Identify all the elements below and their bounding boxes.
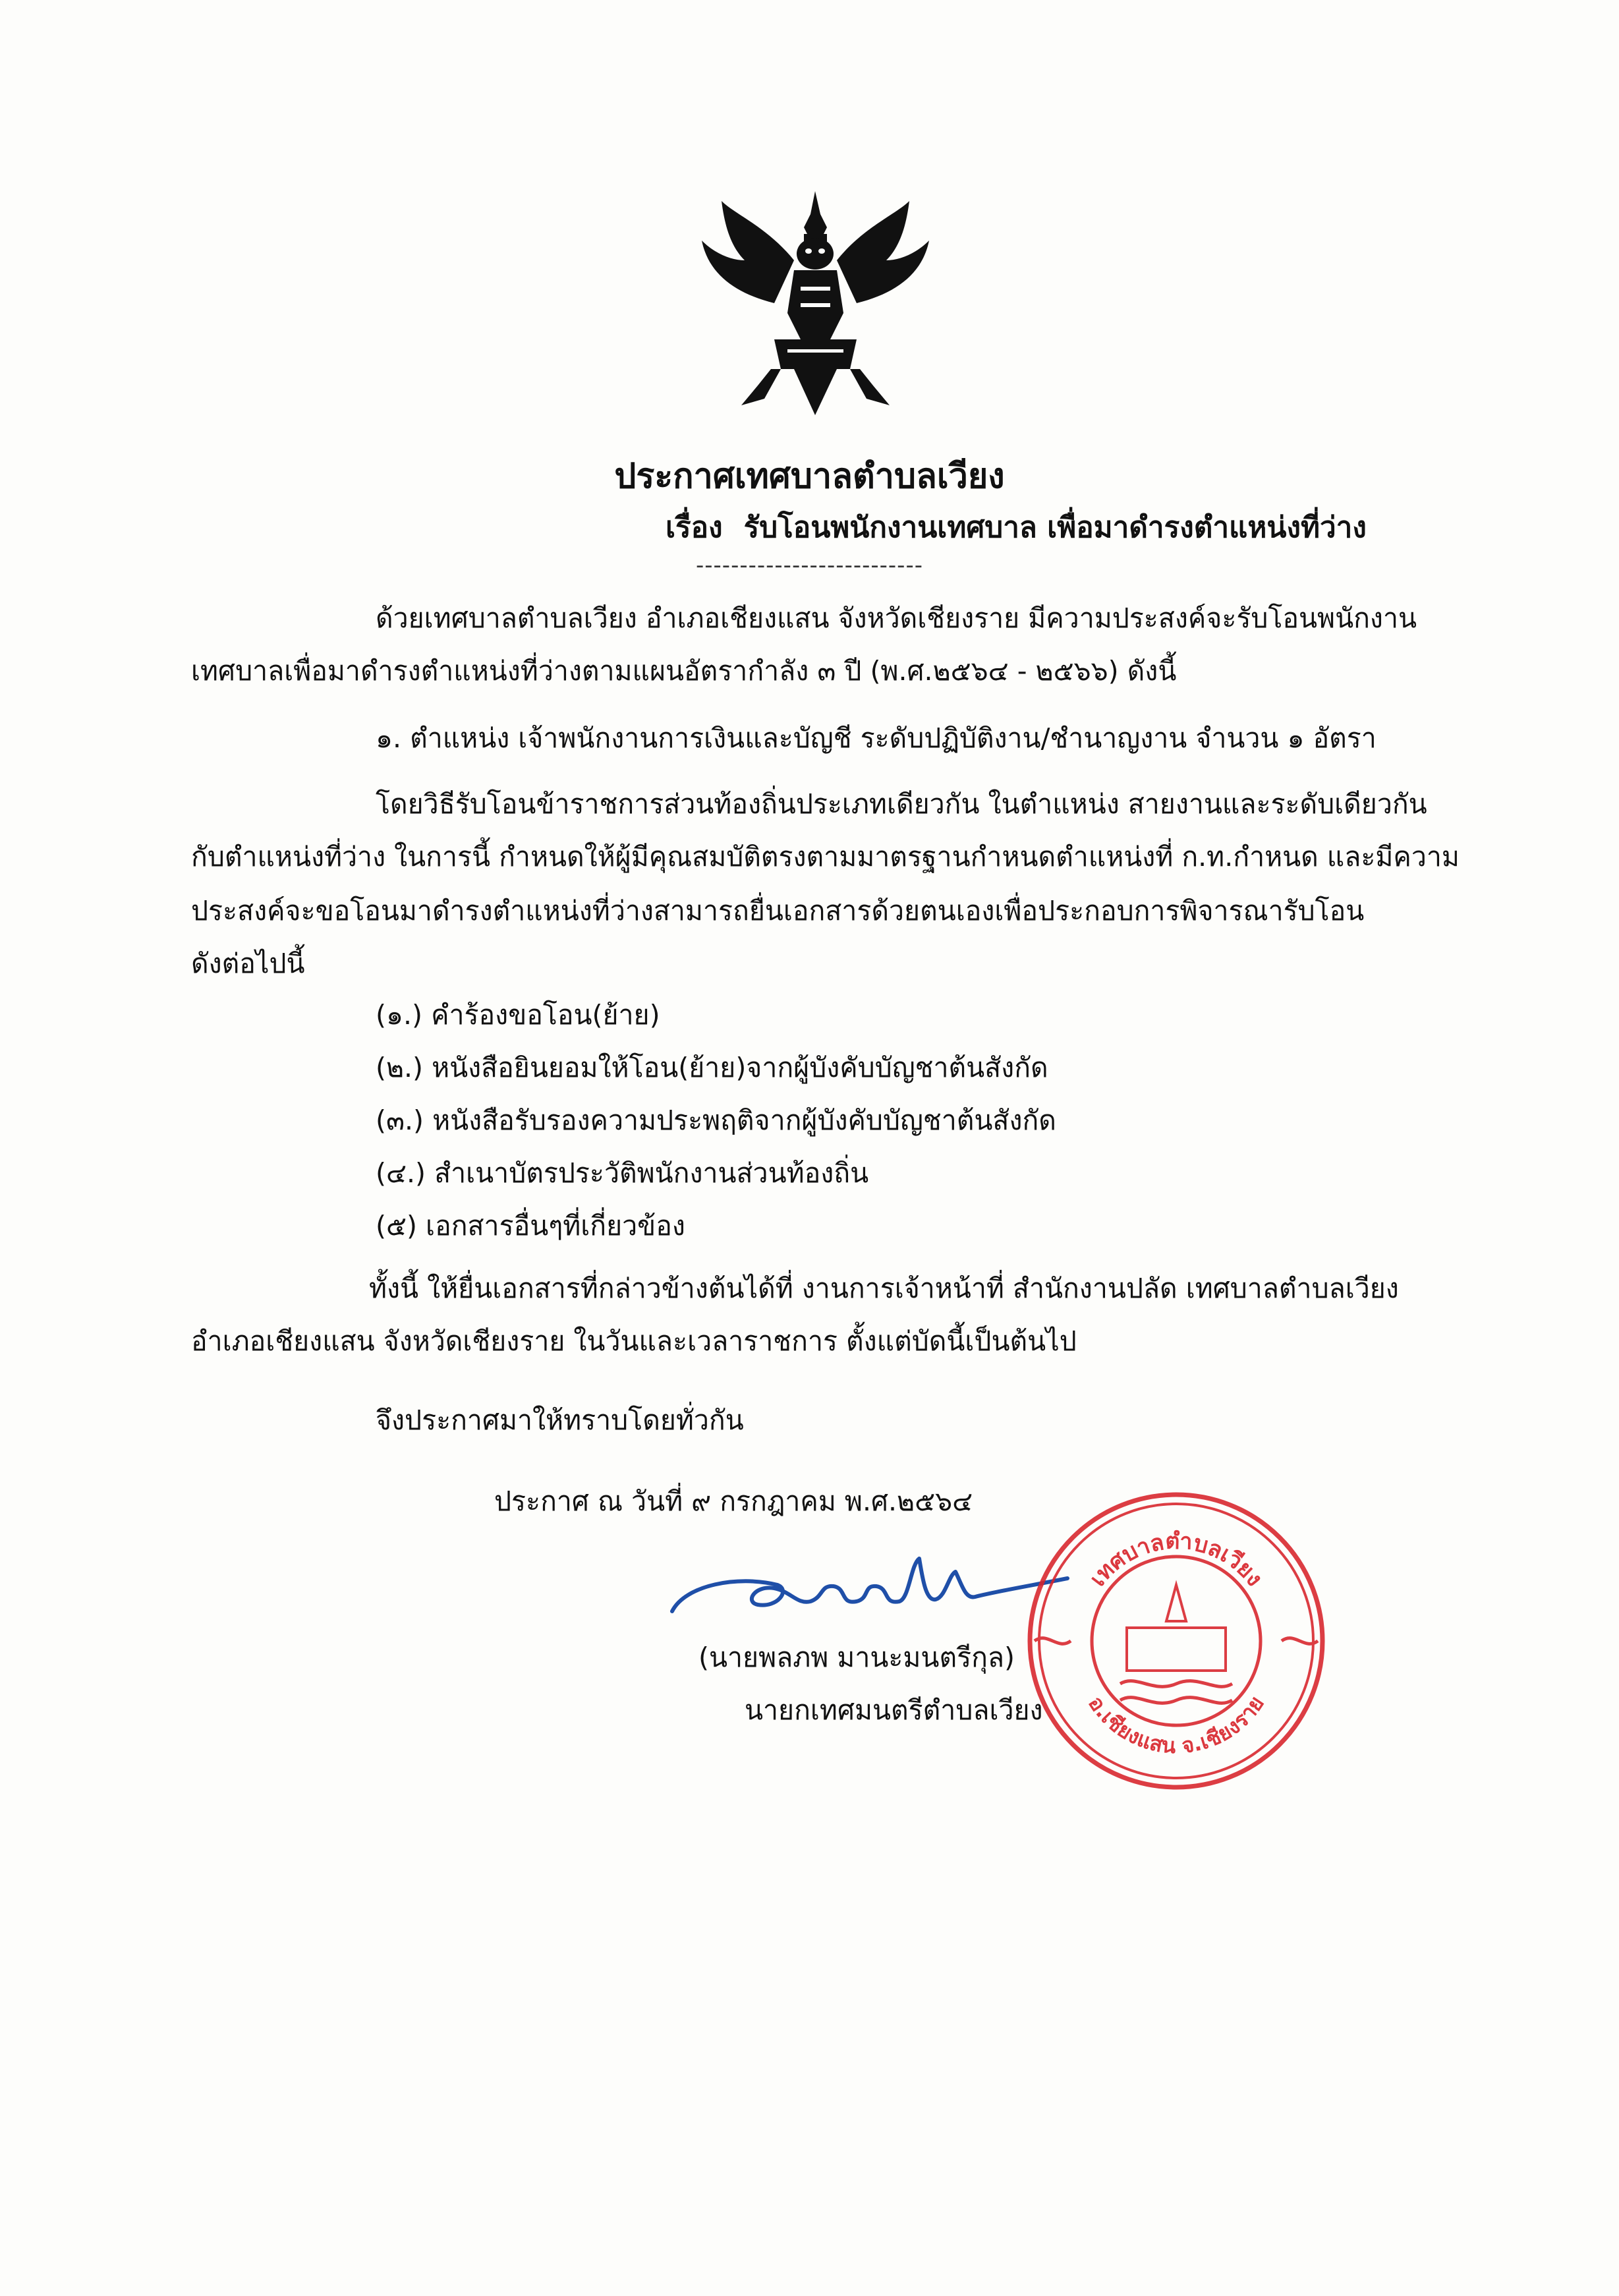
signature xyxy=(666,1539,1074,1631)
signer-position: นายกเทศมนตรีตำบลเวียง xyxy=(745,1694,1043,1726)
document-list-item: (๑.) คำร้องขอโอน(ย้าย) xyxy=(376,999,660,1031)
method-paragraph-line-3: ประสงค์จะขอโอนมาดำรงตำแหน่งที่ว่างสามารถยื่นเอกสารด้วยตนเองเพื่อประกอบการพิจารณารับโอน xyxy=(191,895,1365,927)
subject-line xyxy=(666,504,1367,550)
submit-paragraph-line-2: อำเภอเชียงแสน จังหวัดเชียงราย ในวันและเวลาราชการ ตั้งแต่บัดนี้เป็นต้นไป xyxy=(191,1325,1077,1357)
method-paragraph-line-1: โดยวิธีรับโอนข้าราชการส่วนท้องถิ่นประเภทเดียวกัน ในตำแหน่ง สายงานและระดับเดียวกัน xyxy=(376,788,1427,820)
document-title: ประกาศเทศบาลตำบลเวียง xyxy=(614,457,1005,496)
closing-line: จึงประกาศมาให้ทราบโดยทั่วกัน xyxy=(376,1404,744,1436)
subject-text: รับโอนพนักงานเทศบาล เพื่อมาดำรงตำแหน่งที่ว่าง xyxy=(743,511,1367,544)
separator-line: -------------------------- xyxy=(696,552,923,579)
document-list-item: (๒.) หนังสือยินยอมให้โอน(ย้าย)จากผู้บังคับบัญชาต้นสังกัด xyxy=(376,1052,1048,1083)
seal-top-text: เทศบาลตำบลเวียง xyxy=(1084,1528,1268,1592)
municipal-seal xyxy=(1021,1486,1331,1796)
document-list-item: (๕) เอกสารอื่นๆที่เกี่ยวข้อง xyxy=(376,1210,685,1242)
date-line: ประกาศ ณ วันที่ ๙ กรกฎาคม พ.ศ.๒๕๖๔ xyxy=(494,1485,973,1517)
signer-name: (นายพลภพ มานะมนตรีกุล) xyxy=(698,1642,1015,1673)
submit-paragraph-line-1: ทั้งนี้ ให้ยื่นเอกสารที่กล่าวข้างต้นได้ที่ งานการเจ้าหน้าที่ สำนักงานปลัด เทศบาลตำบลเวียง xyxy=(369,1273,1399,1304)
subject-label: เรื่อง xyxy=(666,511,723,544)
seal-bottom-text: อ.เชียงแสน จ.เชียงราย xyxy=(1083,1691,1269,1759)
document-list-item: (๓.) หนังสือรับรองความประพฤติจากผู้บังคับบัญชาต้นสังกัด xyxy=(376,1105,1056,1136)
intro-paragraph-line-1: ด้วยเทศบาลตำบลเวียง อำเภอเชียงแสน จังหวัดเชียงราย มีความประสงค์จะรับโอนพนักงาน xyxy=(376,602,1417,634)
intro-paragraph-line-2: เทศบาลเพื่อมาดำรงตำแหน่งที่ว่างตามแผนอัตรากำลัง ๓ ปี (พ.ศ.๒๕๖๔ - ๒๕๖๖) ดังนี้ xyxy=(191,655,1177,687)
method-paragraph-line-2: กับตำแหน่งที่ว่าง ในการนี้ กำหนดให้ผู้มีคุณสมบัติตรงตามมาตรฐานกำหนดตำแหน่งที่ ก.ท.กำหนด และมีความ xyxy=(191,841,1460,873)
position-line: ๑. ตำแหน่ง เจ้าพนักงานการเงินและบัญชี ระดับปฏิบัติงาน/ชำนาญงาน จำนวน ๑ อัตรา xyxy=(376,722,1377,754)
method-paragraph-line-4: ดังต่อไปนี้ xyxy=(191,948,305,979)
document-list-item: (๔.) สำเนาบัตรประวัติพนักงานส่วนท้องถิ่น xyxy=(376,1157,869,1189)
garuda-emblem-icon xyxy=(695,188,936,425)
